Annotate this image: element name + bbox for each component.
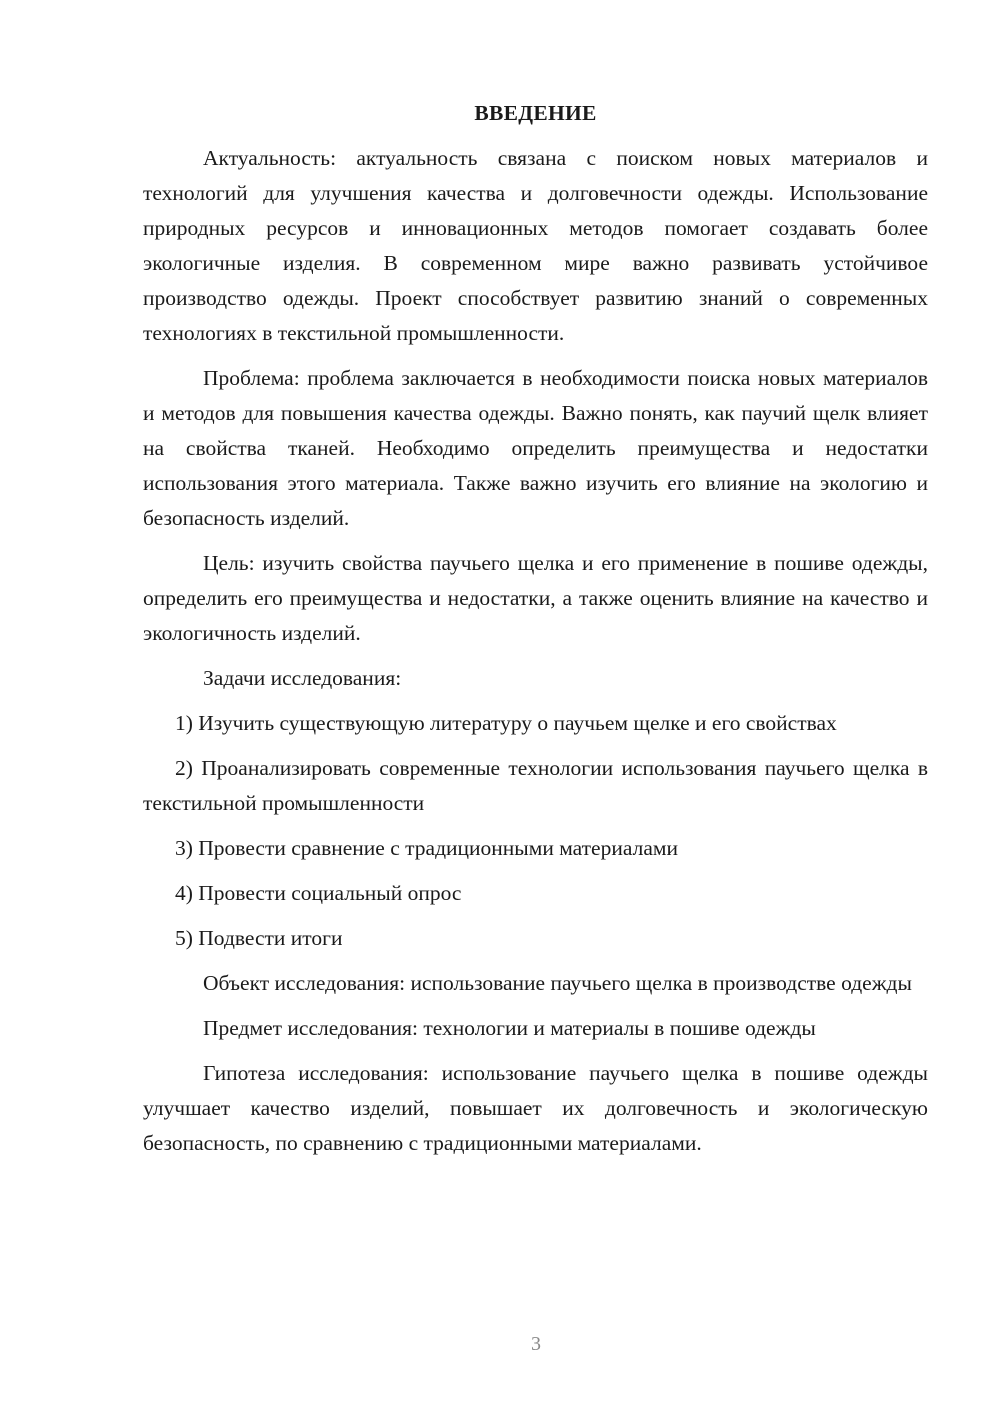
- task-item: 2) Проанализировать современные технологии использования паучьего щелка в текстильной промышленности: [143, 756, 928, 815]
- task-item: 4) Провести социальный опрос: [175, 881, 462, 905]
- task-item: 1) Изучить существующую литературу о паучьем щелке и его свойствах: [175, 711, 837, 735]
- research-subject-paragraph: Предмет исследования: технологии и материалы в пошиве одежды: [203, 1016, 816, 1040]
- research-object-paragraph: Объект исследования: использование паучьего щелка в производстве одежды: [203, 971, 912, 995]
- document-page: [143, 96, 928, 1171]
- page-number: 3: [531, 1333, 541, 1355]
- relevance-paragraph: Актуальность: актуальность связана с поиском новых материалов и технологий для улучшения качества и долговечности одежды. Использование природных ресурсов и инновационных методов помогает создавать более экологичные изделия. В современном мире важно развивать устойчивое производство одежды. Проект способствует развитию знаний о современных технологиях в текстильной промышленности.: [143, 146, 928, 345]
- tasks-heading: Задачи исследования:: [203, 666, 402, 690]
- page-title: ВВЕДЕНИЕ: [474, 101, 597, 125]
- goal-paragraph: Цель: изучить свойства паучьего щелка и его применение в пошиве одежды, определить его преимущества и недостатки, а также оценить влияние на качество и экологичность изделий.: [143, 551, 928, 645]
- task-item: 3) Провести сравнение с традиционными материалами: [175, 836, 678, 860]
- problem-paragraph: Проблема: проблема заключается в необходимости поиска новых материалов и методов для повышения качества одежды. Важно понять, как паучий щелк влияет на свойства тканей. Необходимо определить преимущества и недостатки использования этого материала. Также важно изучить его влияние на экологию и безопасность изделий.: [143, 366, 928, 530]
- task-item: 5) Подвести итоги: [175, 926, 343, 950]
- hypothesis-paragraph: Гипотеза исследования: использование паучьего щелка в пошиве одежды улучшает качество изделий, повышает их долговечность и экологическую безопасность, по сравнению с традиционными материалами.: [143, 1061, 928, 1155]
